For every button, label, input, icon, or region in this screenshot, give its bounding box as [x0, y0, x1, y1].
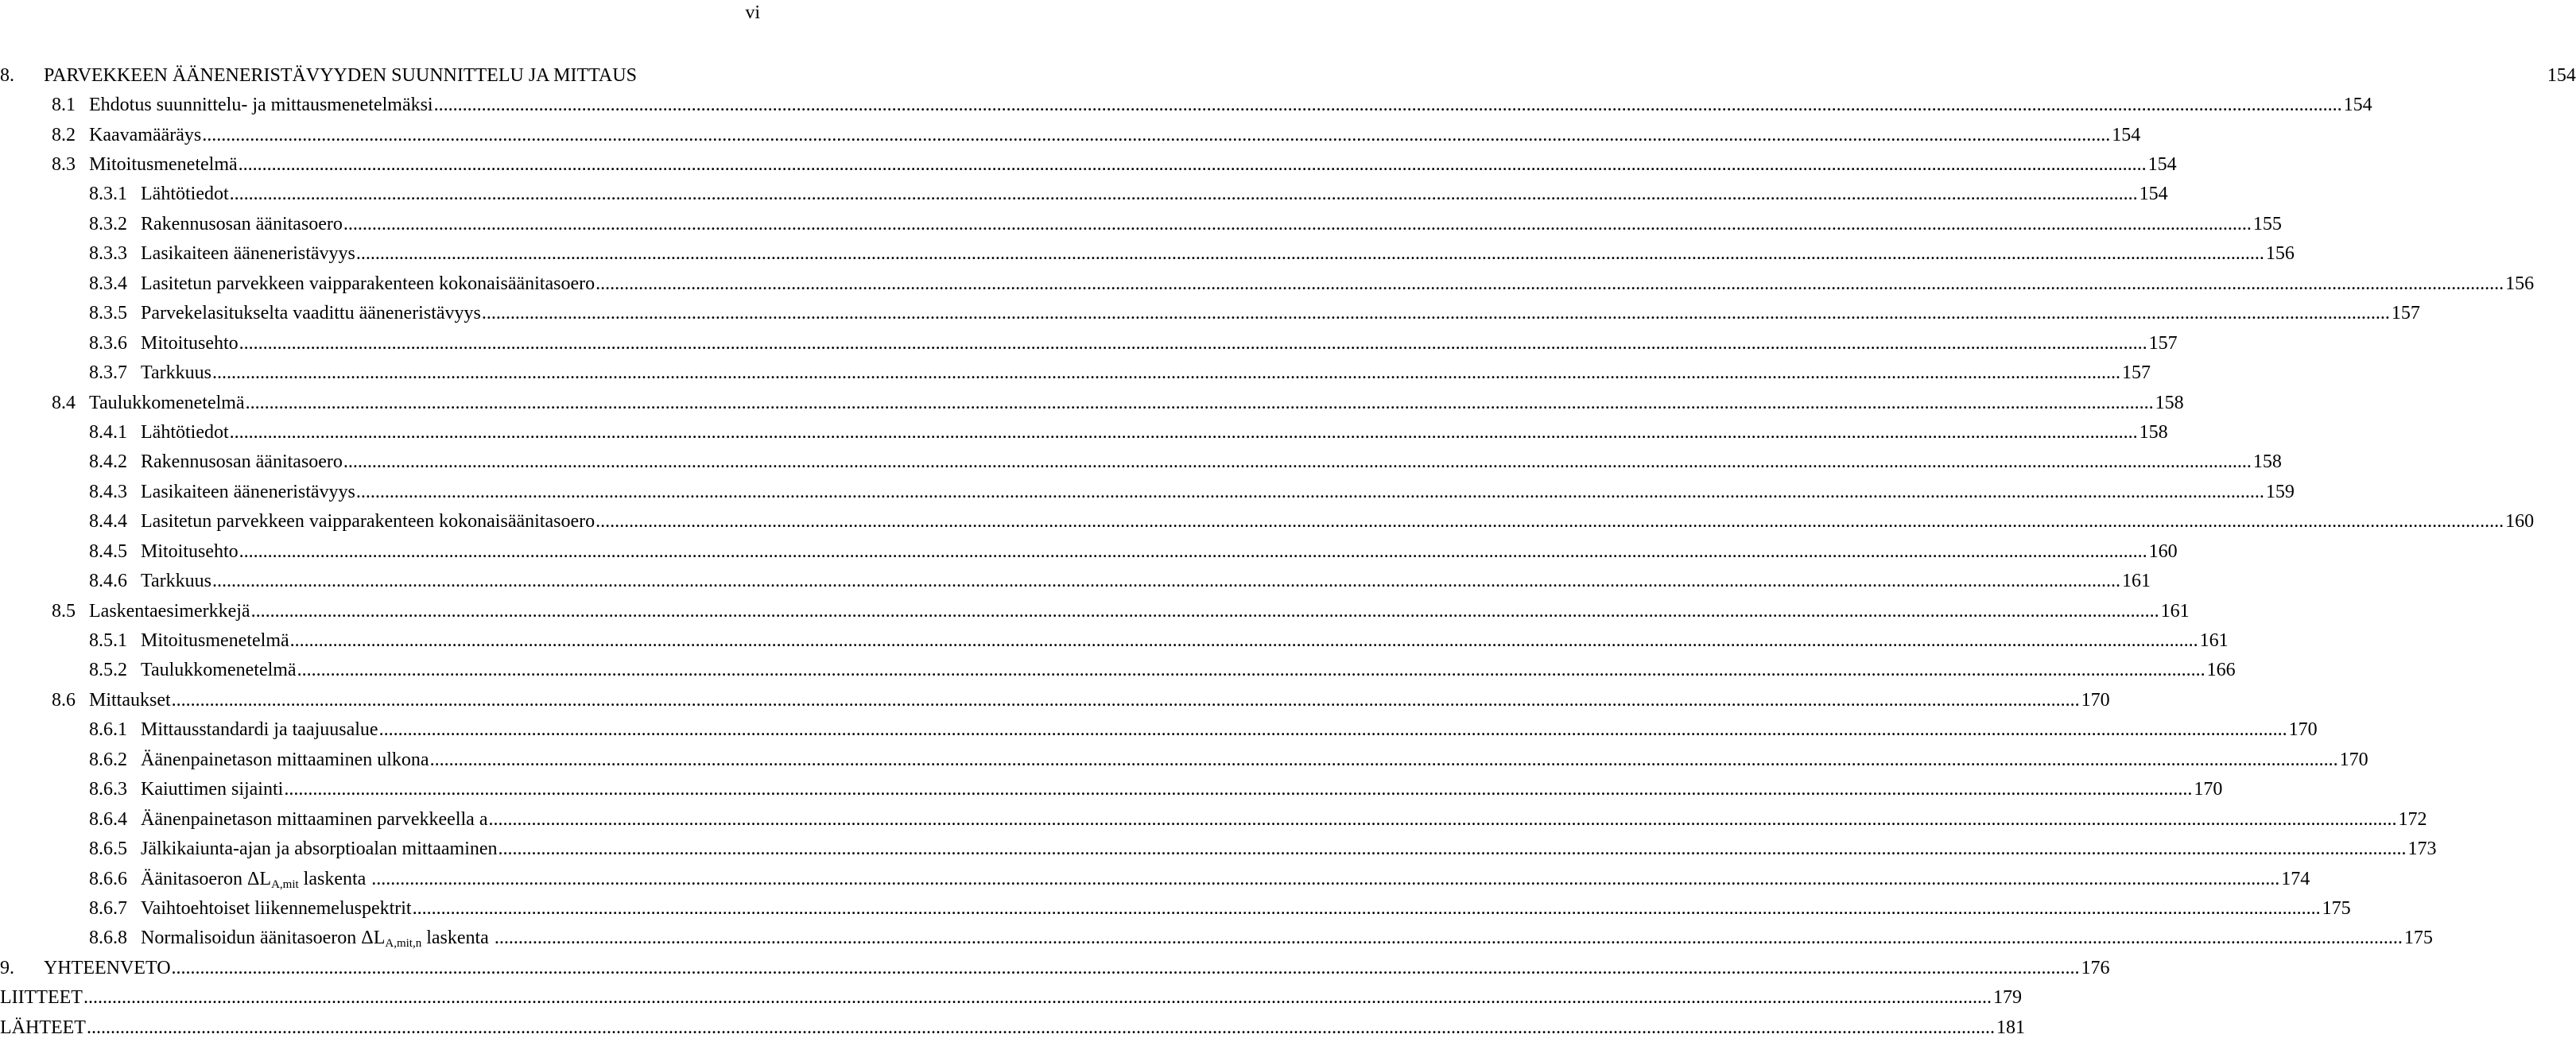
toc-entry-page: 157 [2121, 362, 2151, 384]
toc-entry-title [141, 897, 412, 920]
toc-dot-leader: ................................................................................................................................................................................................................................................................................................................................................................................................................ [371, 868, 2280, 889]
toc-entry-title-text: PARVEKKEEN ÄÄNENERISTÄVYYDEN SUUNNITTELU JA MITTAUS [44, 64, 637, 86]
toc-entry-title [141, 451, 343, 473]
toc-entry-title [89, 153, 238, 176]
toc-entry-title-text: Kaavamääräys [89, 124, 202, 145]
toc-entry[interactable] [0, 804, 2427, 834]
toc-entry-page: 157 [2391, 303, 2420, 324]
toc-dot-leader: ................................................................................................................................................................................................................................................................................................................................................................................................................ [355, 481, 2264, 502]
toc-entry-number: 8.1 [52, 95, 76, 116]
toc-entry[interactable] [0, 656, 2236, 685]
toc-entry-number: 8.4.1 [89, 421, 127, 443]
toc-entry-title-text: Mitoitusmenetelmä [89, 154, 238, 176]
toc-dot-leader: ................................................................................................................................................................................................................................................................................................................................................................................................................ [343, 213, 2252, 234]
toc-entry[interactable] [0, 299, 2420, 328]
toc-entry-page: 170 [2081, 689, 2110, 711]
toc-entry-title [141, 273, 595, 295]
toc-entry[interactable] [0, 626, 2229, 655]
toc-entry[interactable] [0, 507, 2535, 536]
toc-entry-page: 175 [2403, 928, 2433, 949]
toc-entry-number: 8.3.6 [89, 332, 127, 354]
toc-entry-page: 160 [2505, 511, 2535, 533]
toc-entry-title [89, 124, 201, 146]
toc-entry-page: 179 [1992, 987, 2022, 1009]
toc-entry-number: 8.4.2 [89, 451, 127, 473]
toc-entry-number: 8.2 [52, 124, 76, 145]
toc-entry-number: 8.4.5 [89, 540, 127, 562]
toc-entry-page: 158 [2139, 421, 2168, 443]
toc-entry-title-text: Mittaukset [89, 689, 171, 711]
toc-entry-subscript: A,mit [271, 877, 299, 891]
toc-entry-title [141, 927, 494, 949]
toc-entry-number: 8.3.1 [89, 184, 127, 205]
toc-entry-title-text: Jälkikaiunta-ajan ja absorptioalan mittaaminen [141, 839, 498, 860]
toc-entry-page: 161 [2121, 571, 2151, 592]
toc-dot-leader: ................................................................................................................................................................................................................................................................................................................................................................................................................ [171, 689, 2080, 711]
toc-entry[interactable] [0, 477, 2295, 506]
toc-entry-title [141, 183, 229, 205]
toc-entry-title-text: Mitoitusehto [141, 332, 239, 354]
toc-entry-number: 8.4.4 [89, 511, 127, 533]
toc-entry-page: 158 [2155, 392, 2184, 413]
toc-entry-title-suffix: laskenta [421, 928, 494, 949]
toc-entry-title [141, 302, 481, 324]
toc-dot-leader: ................................................................................................................................................................................................................................................................................................................................................................................................................ [238, 154, 2147, 176]
toc-dot-leader: ................................................................................................................................................................................................................................................................................................................................................................................................................ [488, 808, 2397, 830]
toc-dot-leader: ................................................................................................................................................................................................................................................................................................................................................................................................................ [211, 362, 2120, 384]
toc-entry-page: 160 [2148, 540, 2178, 562]
toc-entry-title [141, 808, 487, 831]
toc-entry-title-text: Lasikaiteen ääneneristävyys [141, 481, 355, 502]
toc-entry[interactable] [0, 536, 2178, 566]
toc-entry-title [141, 570, 211, 592]
toc-entry[interactable] [0, 90, 2372, 119]
toc-entry-title-text: Rakennusosan äänitasoero [141, 451, 343, 473]
toc-dot-leader: ................................................................................................................................................................................................................................................................................................................................................................................................................ [378, 719, 2287, 741]
toc-entry-title-text: YHTEENVETO [44, 957, 171, 978]
toc-entry[interactable] [0, 388, 2184, 417]
toc-entry-number: 8.4.3 [89, 481, 127, 502]
toc-entry-subscript: A,mit,n [385, 937, 422, 951]
toc-entry-title [0, 986, 83, 1009]
toc-entry[interactable] [0, 358, 2151, 387]
toc-entry-title-text: Lasitetun parvekkeen vaipparakenteen kokonaisäänitasoero [141, 273, 596, 294]
toc-dot-leader: ................................................................................................................................................................................................................................................................................................................................................................................................................ [355, 243, 2264, 265]
toc-entry-title-text: Lähtötiedot [141, 184, 229, 205]
toc-entry-title-text: Laskentaesimerkkejä [89, 600, 250, 622]
toc-entry[interactable] [0, 180, 2168, 209]
toc-entry-title-text: Mitoitusehto [141, 540, 239, 562]
toc-entry-title-text: Lähtötiedot [141, 421, 229, 443]
toc-dot-leader: ................................................................................................................................................................................................................................................................................................................................................................................................................ [429, 749, 2338, 770]
toc-entry-title [141, 421, 229, 444]
toc-entry-number: 8.4.6 [89, 571, 127, 592]
toc-entry[interactable] [0, 120, 2141, 149]
toc-entry-number: 9. [0, 957, 14, 978]
toc-entry-title [141, 868, 370, 890]
toc-entry-page: 173 [2407, 839, 2437, 860]
toc-entry-title [141, 719, 378, 741]
toc-entry-title-text: Tarkkuus [141, 571, 211, 592]
toc-dot-leader: ................................................................................................................................................................................................................................................................................................................................................................................................................ [229, 184, 2138, 205]
toc-entry[interactable] [0, 596, 2190, 626]
toc-entry-title-suffix: laskenta [298, 868, 371, 889]
toc-dot-leader: ................................................................................................................................................................................................................................................................................................................................................................................................................ [83, 987, 1992, 1009]
toc-entry-number: 8.6.3 [89, 779, 127, 800]
toc-entry-title-text: Taulukkomenetelmä [141, 660, 297, 681]
toc-entry-number: 8.5.2 [89, 660, 127, 681]
toc-entry[interactable] [0, 209, 2282, 238]
toc-entry[interactable] [0, 924, 2433, 953]
toc-entry-number: 8. [0, 64, 14, 86]
toc-entry-number: 8.3.4 [89, 273, 127, 294]
toc-entry-page: 174 [2281, 868, 2310, 889]
toc-entry-page: 155 [2252, 213, 2282, 234]
toc-dot-leader: ................................................................................................................................................................................................................................................................................................................................................................................................................ [239, 540, 2147, 562]
toc-entry-page: 161 [2160, 600, 2190, 622]
toc-entry[interactable] [0, 269, 2535, 298]
toc-dot-leader: ................................................................................................................................................................................................................................................................................................................................................................................................................ [245, 392, 2154, 413]
toc-entry[interactable] [0, 953, 2110, 982]
toc-dot-leader: ................................................................................................................................................................................................................................................................................................................................................................................................................ [239, 332, 2147, 354]
toc-entry[interactable] [0, 983, 2022, 1013]
toc-entry-page: 175 [2322, 897, 2351, 919]
toc-entry[interactable] [0, 328, 2178, 358]
toc-entry-number: 8.3.2 [89, 213, 127, 234]
toc-entry-title-text: Vaihtoehtoiset liikennemeluspektrit [141, 897, 412, 919]
toc-entry-number: 8.3 [52, 154, 76, 176]
toc-entry-title [141, 838, 498, 860]
toc-entry-number: 8.6.6 [89, 868, 127, 889]
toc-dot-leader: ................................................................................................................................................................................................................................................................................................................................................................................................................ [498, 839, 2407, 860]
toc-entry-title [141, 213, 343, 235]
toc-entry-title-text: Äänenpainetason mittaaminen parvekkeella a [141, 808, 488, 830]
toc-entry-title [89, 94, 433, 116]
toc-entry-page: 166 [2206, 660, 2236, 681]
toc-dot-leader: ................................................................................................................................................................................................................................................................................................................................................................................................................ [297, 660, 2206, 681]
toc-entry-number: 8.6.7 [89, 897, 127, 919]
toc-entry-page: 154 [2112, 124, 2141, 145]
toc-entry-title [141, 659, 297, 681]
toc-dot-leader: ................................................................................................................................................................................................................................................................................................................................................................................................................ [596, 511, 2504, 533]
toc-entry-title [141, 629, 289, 652]
toc-entry-title-text: Äänitasoeron [141, 868, 247, 889]
toc-entry-title [141, 481, 355, 503]
toc-dot-leader: ................................................................................................................................................................................................................................................................................................................................................................................................................ [171, 957, 2080, 978]
toc-entry-title [89, 600, 250, 622]
toc-entry-number: 8.5 [52, 600, 76, 622]
toc-entry-number: 8.6.8 [89, 928, 127, 949]
toc-entry-page: 170 [2194, 779, 2223, 800]
toc-entry-number: 8.6.2 [89, 749, 127, 770]
toc-entry-title-text: Parvekelasitukselta vaadittu ääneneristävyys [141, 303, 481, 324]
toc-entry-title [141, 778, 283, 800]
toc-entry-number: 8.6 [52, 689, 76, 711]
toc-entry-page: 181 [1996, 1017, 2025, 1038]
toc-dot-leader: ................................................................................................................................................................................................................................................................................................................................................................................................................ [202, 124, 2111, 145]
toc-entry-title [141, 242, 355, 265]
toc-entry-number: 8.6.1 [89, 719, 127, 741]
toc-dot-leader: ................................................................................................................................................................................................................................................................................................................................................................................................................ [86, 1017, 1995, 1038]
toc-entry-title [44, 64, 637, 87]
toc-entry-page: 159 [2265, 481, 2295, 502]
toc-entry-title [141, 362, 211, 384]
toc-entry-page: 161 [2199, 630, 2229, 652]
toc-dot-leader: ................................................................................................................................................................................................................................................................................................................................................................................................................ [412, 897, 2321, 919]
toc-entry-number: 8.3.5 [89, 303, 127, 324]
toc-entry-number: 8.3.3 [89, 243, 127, 265]
toc-entry-title-text: Taulukkomenetelmä [89, 392, 245, 413]
toc-entry[interactable] [0, 834, 2437, 863]
toc-entry-title-text: Normalisoidun äänitasoeron [141, 928, 362, 949]
toc-dot-leader: ................................................................................................................................................................................................................................................................................................................................................................................................................ [284, 779, 2193, 800]
toc-entry-page: 176 [2081, 957, 2110, 978]
toc-entry[interactable] [0, 775, 2223, 804]
toc-entry-symbol: ΔL [361, 928, 386, 949]
toc-entry-title [0, 1017, 86, 1039]
toc-entry-title-text: Tarkkuus [141, 362, 211, 384]
toc-dot-leader: ................................................................................................................................................................................................................................................................................................................................................................................................................ [250, 600, 2159, 622]
toc-dot-leader: ................................................................................................................................................................................................................................................................................................................................................................................................................ [211, 571, 2120, 592]
toc-entry-page: 158 [2252, 451, 2282, 473]
toc-entry[interactable] [0, 745, 2368, 774]
toc-entry-number: 8.4 [52, 392, 76, 413]
toc-entry-page: 154 [2139, 184, 2168, 205]
toc-entry-symbol: ΔL [246, 868, 272, 889]
toc-dot-leader: ................................................................................................................................................................................................................................................................................................................................................................................................................ [289, 630, 2198, 652]
toc-entry-page: 154 [2147, 154, 2177, 176]
toc-entry-title-text: Ehdotus suunnittelu- ja mittausmenetelmäksi [89, 95, 433, 116]
toc-entry[interactable] [0, 685, 2110, 715]
toc-entry[interactable] [0, 566, 2151, 595]
toc-entry-title [141, 510, 595, 533]
toc-entry[interactable] [0, 864, 2310, 893]
toc-entry-page: 157 [2148, 332, 2178, 354]
toc-entry[interactable] [0, 1013, 2025, 1042]
toc-entry-title-text: Kaiuttimen sijainti [141, 779, 284, 800]
toc-dot-leader: ................................................................................................................................................................................................................................................................................................................................................................................................................ [596, 273, 2504, 294]
toc-entry[interactable] [0, 893, 2351, 923]
toc-entry-title [141, 332, 239, 354]
toc-dot-leader: ................................................................................................................................................................................................................................................................................................................................................................................................................ [433, 95, 2342, 116]
toc-dot-leader: ................................................................................................................................................................................................................................................................................................................................................................................................................ [494, 928, 2403, 949]
toc-entry-title-text: LIITTEET [0, 987, 83, 1009]
toc-entry[interactable] [0, 447, 2282, 477]
toc-entry-title-text: Mitoitusmenetelmä [141, 630, 289, 652]
toc-entry-number: 8.3.7 [89, 362, 127, 384]
toc-dot-leader: ................................................................................................................................................................................................................................................................................................................................................................................................................ [481, 303, 2390, 324]
toc-dot-leader: ................................................................................................................................................................................................................................................................................................................................................................................................................ [343, 451, 2252, 473]
toc-entry-title-text: LÄHTEET [0, 1017, 86, 1038]
toc-entry-number: 8.5.1 [89, 630, 127, 652]
toc-entry[interactable] [0, 417, 2168, 447]
toc-entry-title [141, 749, 429, 771]
toc-entry-title-text: Lasikaiteen ääneneristävyys [141, 243, 355, 265]
table-of-contents [0, 60, 2576, 1042]
toc-entry-title-text: Mittausstandardi ja taajuusalue [141, 719, 378, 741]
toc-entry[interactable] [0, 149, 2177, 179]
toc-entry-title [44, 957, 171, 979]
toc-entry-number: 8.6.4 [89, 808, 127, 830]
toc-entry-title [89, 689, 171, 711]
toc-entry-title [89, 392, 245, 414]
toc-entry-page: 156 [2265, 243, 2295, 265]
toc-entry-title [141, 540, 239, 563]
toc-entry[interactable] [0, 60, 2576, 90]
toc-entry-page: 170 [2288, 719, 2318, 741]
toc-entry-page: 170 [2339, 749, 2368, 770]
toc-entry[interactable] [0, 239, 2295, 269]
toc-entry-title-text: Rakennusosan äänitasoero [141, 213, 343, 234]
toc-entry[interactable] [0, 715, 2318, 745]
toc-entry-title-text: Äänenpainetason mittaaminen ulkona [141, 749, 429, 770]
toc-entry-page: 172 [2398, 808, 2427, 830]
toc-entry-page: 154 [2547, 64, 2576, 86]
toc-dot-leader: ................................................................................................................................................................................................................................................................................................................................................................................................................ [229, 421, 2138, 443]
toc-entry-number: 8.6.5 [89, 839, 127, 860]
toc-entry-page: 154 [2343, 95, 2372, 116]
page-number-label: vi [745, 2, 760, 23]
toc-entry-title-text: Lasitetun parvekkeen vaipparakenteen kokonaisäänitasoero [141, 511, 596, 533]
toc-entry-page: 156 [2505, 273, 2535, 294]
